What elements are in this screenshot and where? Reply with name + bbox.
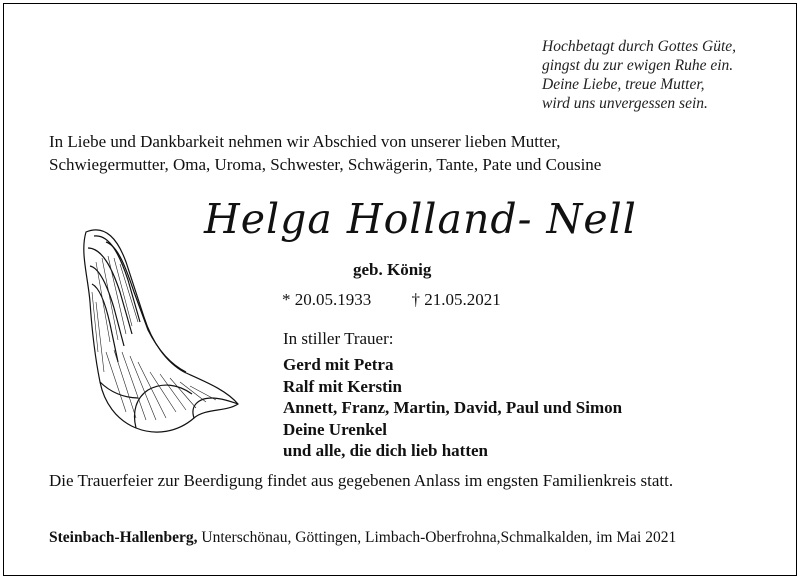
- mourner-line: Annett, Franz, Martin, David, Paul und Simon: [283, 398, 623, 417]
- birth-date: * 20.05.1933: [282, 290, 372, 309]
- obituary-notice: [3, 3, 797, 576]
- intro-line: In Liebe und Dankbarkeit nehmen wir Abschied von unserer lieben Mutter,: [49, 132, 561, 151]
- footer-places: [49, 529, 676, 547]
- mourner-line: und alle, die dich lieb hatten: [283, 441, 488, 460]
- footer-main-place: Steinbach-Hallenberg,: [49, 529, 198, 546]
- intro-text: [49, 130, 601, 176]
- mourning-label: In stiller Trauer:: [283, 329, 394, 348]
- ceremony-text: Die Trauerfeier zur Beerdigung findet aus gegebenen Anlass im engsten Familienkreis statt.: [49, 471, 674, 490]
- life-dates: [282, 290, 501, 310]
- poem-line: Hochbetagt durch Gottes Güte,: [542, 38, 736, 55]
- praying-hands-icon: [66, 222, 246, 442]
- poem-line: wird uns unvergessen sein.: [542, 95, 708, 112]
- mourners-list: [283, 354, 622, 462]
- mourner-line: Ralf mit Kerstin: [283, 376, 402, 396]
- poem-line: Deine Liebe, treue Mutter,: [542, 76, 705, 93]
- intro-line: Schwiegermutter, Oma, Uroma, Schwester, Schwägerin, Tante, Pate und Cousine: [49, 155, 602, 174]
- mourner-line: Deine Urenkel: [283, 419, 388, 439]
- mourner-line: Gerd mit Petra: [283, 355, 394, 374]
- poem-line: gingst du zur ewigen Ruhe ein.: [542, 57, 734, 74]
- born-name: geb. König: [353, 260, 432, 279]
- footer-other-places: Unterschönau, Göttingen, Limbach-Oberfrohna,Schmalkalden, im Mai 2021: [197, 529, 677, 546]
- poem: [542, 37, 736, 113]
- deceased-name: Helga Holland- Nell: [204, 195, 637, 243]
- death-date: † 21.05.2021: [411, 290, 501, 309]
